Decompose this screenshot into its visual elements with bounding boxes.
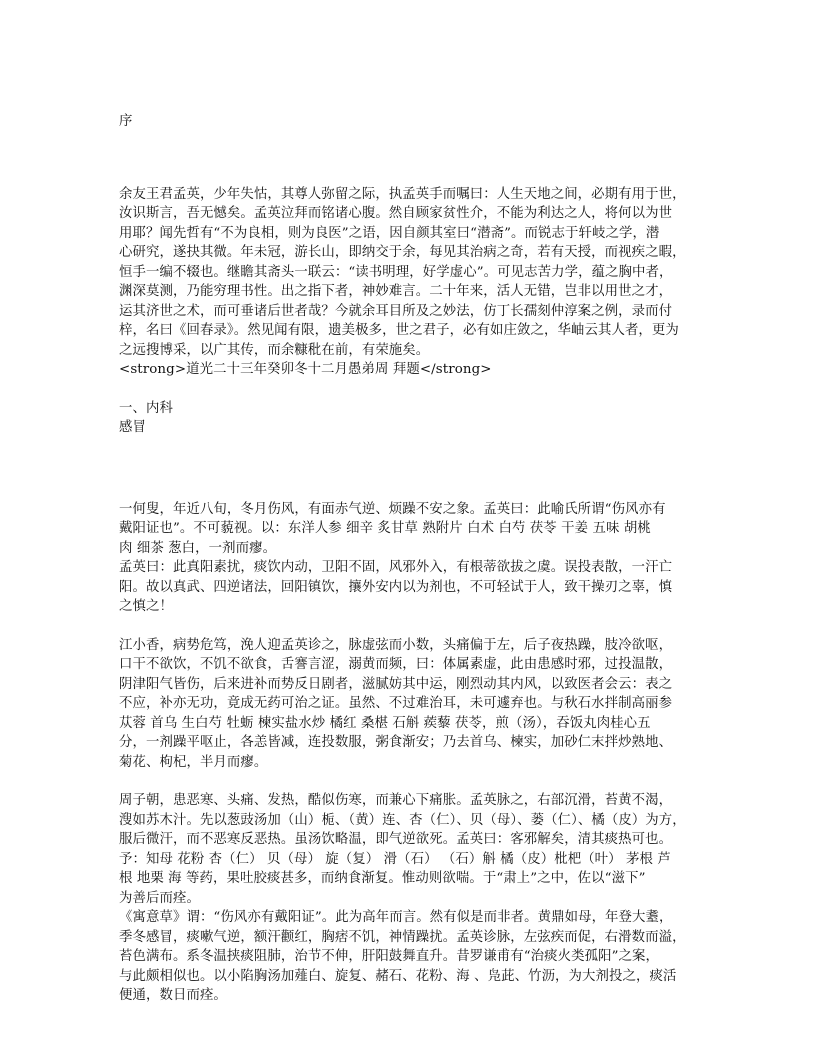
text-line: 服后微汗，而不恶寒反恶热。虽汤饮略温，即气逆欲死。孟英曰：客邪解矣，清其痰热可也。 — [119, 832, 673, 847]
text-line: 周子朝，患恶寒、头痛、发热，酷似伤寒，而兼心下痛胀。孟英脉之，右部沉滑，苔黄不渴， — [119, 793, 673, 808]
section-heading: 一、内科 — [119, 400, 173, 416]
text-line: 苔色满布。系冬温挟痰阻肺，治节不伸，肝阳鼓舞直升。昔罗谦甫有“治痰火类孤阳”之案， — [119, 949, 660, 964]
text-line: 根 地栗 海 等药，果吐胶痰甚多，而纳食渐复。惟动则欲喘。于“肃上”之中，佐以“滋下” — [119, 871, 646, 886]
text-line: 便通，数日而痊。 — [119, 988, 227, 1003]
text-line: 汝识斯言，吾无憾矣。孟英泣拜而铭诸心腹。然自顾家贫性介，不能为利达之人，将何以为世 — [119, 206, 673, 221]
case-paragraph-1 — [119, 500, 704, 617]
text-line: 用耶？闻先哲有“不为良相，则为良医”之语，因自颜其室曰“潜斋”。而锐志于轩岐之学，潜 — [119, 225, 660, 241]
text-line: 不应，补亦无功，竟成无药可治之证。虽然、不过难治耳，未可遽弃也。与秋石水拌制高丽参 — [119, 696, 673, 711]
text-line: 为善后而痊。 — [119, 890, 200, 906]
document-page — [119, 112, 704, 1006]
text-line: 苁蓉 首乌 生白芍 牡蛎 楝实盐水炒 橘红 桑椹 石斛 蒺藜 茯苓，煎（汤），吞饭丸肉桂心五 — [119, 715, 651, 731]
text-line: 渊深莫测，乃能穷理书性。出之指下者，神妙难言。二十年来，活人无错，岂非以用世之才， — [119, 284, 673, 299]
text-line: 孟英曰：此真阳素扰，痰饮内动，卫阳不固，风邪外入，有根蒂欲拔之虞。误投表散，一汗亡 — [119, 560, 673, 575]
subsection-heading: 感冒 — [119, 420, 146, 435]
text-line: 江小香，病势危笃，浼人迎孟英诊之，脉虚弦而小数，头痛偏于左，后子夜热躁，肢冷欲呕， — [119, 637, 673, 653]
text-line: 一何叟，年近八旬，冬月伤风，有面赤气逆、烦躁不安之象。孟英曰：此喻氏所谓“伤风亦有 — [119, 501, 666, 517]
text-line: 心研究，遂抉其微。年未冠，游长山，即纳交于余，每见其治病之奇，若有天授，而视疾之暇， — [119, 245, 686, 260]
case-paragraph-3 — [119, 791, 704, 1006]
text-line: 运其济世之术，而可垂诸后世者哉？今就余耳目所及之妙法，仿丁长孺刻仲淳案之例，录而付 — [119, 303, 673, 319]
text-line: 口干不欲饮，不饥不欲食，舌謇言涩，溺黄而频，曰：体属素虚，此由患感时邪，过投温散， — [119, 657, 673, 672]
text-line: 予：知母 花粉 杏（仁） 贝（母） 旋（复） 滑（石） （石）斛 橘（皮）枇杷（叶） 茅根 芦 — [119, 851, 671, 867]
text-line: 恒手一编不辍也。继瞻其斋头一联云：“读书明理，好学虚心”。可见志苦力学，蕴之胸中者， — [119, 264, 673, 280]
preface-paragraph — [119, 185, 704, 361]
text-line: 之远搜博采，以广其传，而余糠秕在前，有荣施矣。 — [119, 342, 430, 358]
page-title: 序 — [119, 114, 133, 129]
text-line: 季冬感冒，痰嗽气逆，额汗颧红，胸痞不饥，神情躁扰。孟英诊脉，左弦疾而促，右滑数而溢， — [119, 929, 686, 945]
text-line: 梓，名曰《回春录》。然见闻有限，遗美极多，世之君子，必有如庄敛之，华岫云其人者，更为 — [119, 323, 679, 338]
text-line: 之慎之！ — [119, 599, 173, 614]
text-line: 余友王君孟英，少年失怙，其尊人弥留之际，执孟英手而嘱曰：人生天地之间，必期有用于世， — [119, 186, 686, 202]
text-line: 与此颇相似也。以小陷胸汤加薤白、旋复、赭石、花粉、海 、凫茈、竹沥，为大剂投之，痰活 — [119, 968, 677, 984]
case-paragraph-2 — [119, 636, 704, 773]
text-line: 分，一剂躁平呕止，各恙皆减，连投数服，粥食渐安；乃去首乌、楝实，加砂仁末拌炒熟地、 — [119, 735, 673, 750]
text-line: 阳。故以真武、四逆诸法，回阳镇饮，攘外安内以为剂也，不可轻试于人，致干操刃之辜，慎 — [119, 579, 673, 595]
signature-line: <strong>道光二十三年癸卯冬十二月愚弟周 拜题</strong> — [119, 362, 492, 377]
text-line: 戴阳证也”。不可藐视。以：东洋人参 细辛 炙甘草 熟附片 白术 白芍 茯苓 干姜 五味 胡桃 — [119, 521, 651, 536]
text-line: 溲如苏木汁。先以葱豉汤加（山）栀、（黄）连、杏（仁）、贝（母）、蒌（仁）、橘（皮）为方， — [119, 812, 686, 828]
text-line: 菊花、枸杞，半月而瘳。 — [119, 754, 268, 770]
text-line: 阴津阳气皆伤，后来进补而势反日剧者，滋腻妨其中运，刚烈动其内风，以致医者会云：表之 — [119, 676, 673, 692]
text-line: 《寓意草》谓：“伤风亦有戴阳证”。此为高年而言。然有似是而非者。黄鼎如母，年登大耋， — [119, 910, 673, 925]
text-line: 肉 细茶 葱白，一剂而瘳。 — [119, 540, 277, 556]
